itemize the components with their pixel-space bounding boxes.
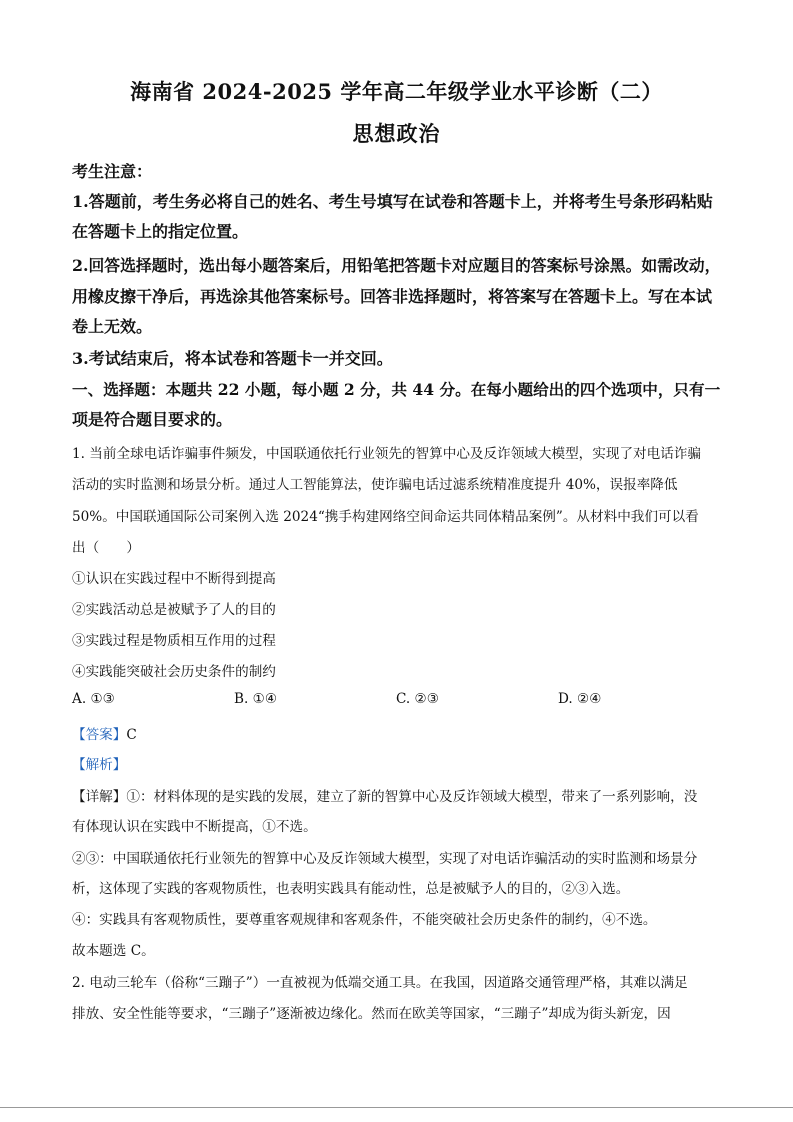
- q2-stem-line-1: 2. 电动三轮车（俗称“三蹦子”）一直被视为低端交通工具。在我国，因道路交通管理严格，其难以满足: [72, 975, 688, 991]
- q1-choice-a: A. ①③: [72, 691, 115, 707]
- notice-item-1-line-2: 在答题卡上的指定位置。: [72, 222, 249, 241]
- notice-item-2-line-3: 卷上无效。: [72, 317, 153, 336]
- section-1-heading-line-2: 项是符合题目要求的。: [72, 410, 233, 429]
- q1-choice-b: B. ①④: [234, 691, 278, 707]
- page-bottom-rule: [0, 1107, 793, 1108]
- q1-detail-2-line-1: ②③：中国联通依托行业领先的智算中心及反诈领域大模型，实现了对电话诈骗活动的实时监测和场景分: [72, 851, 698, 867]
- answer-tag: 【答案】: [72, 727, 127, 743]
- q1-stem-line-3: 50%。中国联通国际公司案例入选 2024“携手构建网络空间命运共同体精品案例”。从材料中我们可以看: [72, 509, 699, 525]
- analysis-tag: 【解析】: [72, 757, 127, 773]
- q1-detail-1-line-1: [72, 785, 697, 805]
- q1-stem-line-4: 出（ ）: [72, 540, 140, 556]
- q1-choice-c: C. ②③: [396, 691, 439, 707]
- section-1-heading-line-1: 一、选择题：本题共 22 小题，每小题 2 分，共 44 分。在每小题给出的四个选项中，只有一: [72, 380, 721, 399]
- detail-tag: 【详解】: [72, 789, 127, 805]
- notice-item-2-line-2: 用橡皮擦干净后，再选涂其他答案标号。回答非选择题时，将答案写在答题卡上。写在本试: [72, 287, 713, 306]
- q1-detail-2-line-2: 析，这体现了实践的客观物质性，也表明实践具有能动性，总是被赋予人的目的，②③入选。: [72, 881, 630, 897]
- q1-statement-1: ①认识在实践过程中不断得到提高: [72, 571, 276, 587]
- detail-1-text: ①：材料体现的是实践的发展，建立了新的智算中心及反诈领域大模型，带来了一系列影响，没: [126, 789, 698, 805]
- q1-conclusion: 故本题选 C。: [72, 943, 155, 959]
- q1-analysis: [72, 753, 126, 773]
- q1-statement-2: ②实践活动总是被赋予了人的目的: [72, 602, 276, 618]
- q1-detail-3: ④：实践具有客观物质性，要尊重客观规律和客观条件，不能突破社会历史条件的制约，④不选。: [72, 912, 657, 928]
- notice-item-1-line-1: 1.答题前，考生务必将自己的姓名、考生号填写在试卷和答题卡上，并将考生号条形码粘贴: [72, 192, 713, 211]
- q1-choice-d: D. ②④: [558, 691, 602, 707]
- q1-statement-3: ③实践过程是物质相互作用的过程: [72, 633, 276, 649]
- q1-stem-line-2: 活动的实时监测和场景分析。通过人工智能算法，使诈骗电话过滤系统精准度提升 40%，误报率降低: [72, 477, 678, 493]
- q1-answer: [72, 723, 137, 743]
- q1-statement-4: ④实践能突破社会历史条件的制约: [72, 664, 276, 680]
- exam-title: 海南省 2024-2025 学年高二年级学业水平诊断（二）: [130, 79, 663, 104]
- notice-heading: 考生注意：: [72, 162, 153, 181]
- subject-title: 思想政治: [352, 121, 441, 146]
- q2-stem-line-2: 排放、安全性能等要求，“三蹦子”逐渐被边缘化。然而在欧美等国家，“三蹦子”却成为街头新宠，因: [72, 1006, 671, 1022]
- notice-item-3: 3.考试结束后，将本试卷和答题卡一并交回。: [72, 349, 393, 368]
- q1-stem-line-1: 1. 当前全球电话诈骗事件频发，中国联通依托行业领先的智算中心及反诈领域大模型，实现了对电话诈骗: [72, 446, 702, 462]
- q1-detail-1-line-2: 有体现认识在实践中不断提高，①不选。: [72, 819, 317, 835]
- notice-item-2-line-1: 2.回答选择题时，选出每小题答案后，用铅笔把答题卡对应题目的答案标号涂黑。如需改动，: [72, 256, 721, 275]
- answer-value: C: [126, 727, 137, 743]
